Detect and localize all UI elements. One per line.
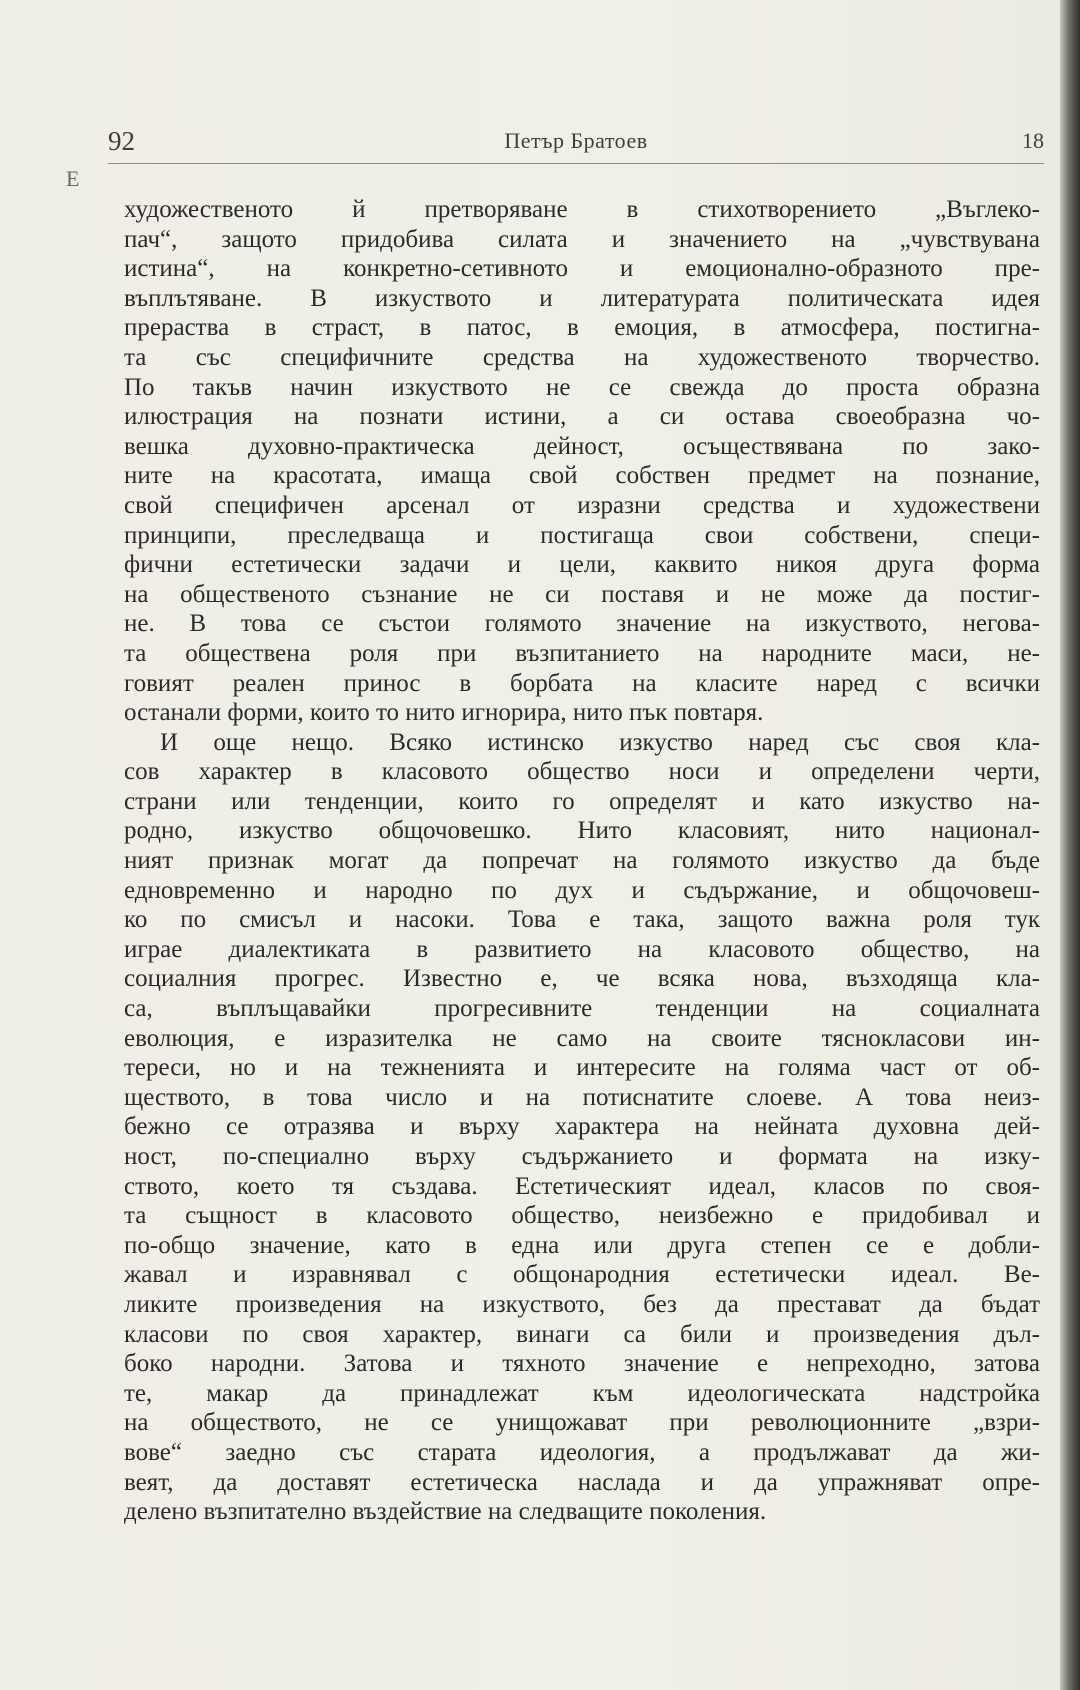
text-line: играе диалектиката в развитието на класовото общество, на <box>124 935 1040 963</box>
text-line: ството, което тя създава. Естетическият идеал, класов по своя- <box>124 1172 1040 1200</box>
text-line: ност, по-специално върху съдържанието и формата на изку- <box>124 1143 1040 1170</box>
text-line: говият реален принос в борбата на класите наред с всички <box>124 669 1040 697</box>
text-line: ществото, в това число и на потиснатите слоеве. А това неиз- <box>124 1083 1040 1111</box>
page-header <box>108 126 1044 162</box>
text-line: ко по смисъл и насоки. Това е така, защото важна роля тук <box>124 906 1040 934</box>
page-edge-shadow <box>1060 0 1080 1690</box>
text-line: И още нещо. Всяко истинско изкуство наред със своя кла- <box>160 728 1040 756</box>
text-line: фични естетически задачи и цели, каквито никоя друга форма <box>124 551 1040 579</box>
text-line: боко народни. Затова и тяхното значение е непреходно, затова <box>124 1350 1040 1378</box>
text-line: вешка духовно-практическа дейност, осъществявана по зако- <box>124 432 1040 460</box>
text-line: класови по своя характер, винаги са били и произведения дъл- <box>124 1320 1040 1348</box>
page-number: 92 <box>108 126 135 156</box>
text-line: еволюция, е изразителка не само на своите тяснокласови ин- <box>124 1024 1040 1052</box>
text-line: не. В това се състои голямото значение на изкуството, негова- <box>124 610 1040 638</box>
text-line: По такъв начин изкуството не се свежда до проста образна <box>124 373 1040 401</box>
text-line: останали форми, които то нито игнорира, нито пък повтаря. <box>124 699 764 727</box>
text-line: са, въплъщавайки прогресивните тенденции на социалната <box>124 995 1040 1023</box>
margin-mark: E <box>66 166 80 191</box>
text-line: едновременно и народно по дух и съдържание, и общочовеш- <box>124 876 1040 904</box>
text-line: илюстрация на познати истини, а си остава своеобразна чо- <box>124 403 1040 431</box>
text-line: ните на красотата, имаща свой собствен предмет на познание, <box>124 462 1040 490</box>
text-line: жавал и изравнявал с общонародния естетически идеал. Ве- <box>124 1261 1040 1289</box>
text-line: тереси, но и на тежненията и интересите на голяма част от об- <box>124 1054 1040 1082</box>
text-line: въплътяване. В изкуството и литературата политическата идея <box>124 284 1040 312</box>
text-line: художественото й претворяване в стихотворението „Въглеко- <box>124 196 1040 223</box>
text-line: страни или тенденции, които го определят и като изкуство на- <box>124 787 1040 815</box>
text-line: вове“ заедно със старата идеология, а продължават да жи- <box>124 1438 1040 1466</box>
text-line: на общественото съзнание не си поставя и не може да постиг- <box>124 580 1040 608</box>
text-line: сов характер в класовото общество носи и определени черти, <box>124 758 1040 786</box>
text-line: по-общо значение, като в една или друга степен се е добли- <box>124 1231 1040 1259</box>
body-text <box>124 195 1040 1527</box>
text-line: на обществото, не се унищожават при революционните „взри- <box>124 1409 1040 1437</box>
text-line: веят, да доставят естетическа наслада и да упражняват опре- <box>124 1468 1040 1496</box>
text-line: та същност в класовото общество, неизбежно е придобивал и <box>124 1202 1040 1230</box>
text-line: социалния прогрес. Известно е, че всяка нова, възходяща кла- <box>124 965 1040 993</box>
text-line: прераства в страст, в патос, в емоция, в атмосфера, постигна- <box>124 314 1040 342</box>
text-line: ликите произведения на изкуството, без да престават да бъдат <box>124 1290 1040 1318</box>
text-line: принципи, преследваща и постигаща свои собствени, специ- <box>124 521 1040 549</box>
text-line: те, макар да принадлежат към идеологическата надстройка <box>124 1379 1040 1407</box>
text-line: делено възпитателно въздействие на следващите поколения. <box>124 1498 767 1526</box>
text-line: та със специфичните средства на художественото творчество. <box>124 343 1040 371</box>
paragraph <box>124 195 1040 728</box>
corner-mark: 18 <box>1022 128 1044 153</box>
text-line: свой специфичен арсенал от изразни средства и художествени <box>124 491 1040 519</box>
text-line: бежно се отразява и върху характера на нейната духовна дей- <box>124 1113 1040 1141</box>
text-line: та обществена роля при възпитанието на народните маси, не- <box>124 639 1040 667</box>
running-title: Петър Братоев <box>504 128 648 153</box>
header-rule <box>108 163 1044 164</box>
text-line: пач“, защото придобива силата и значението на „чувствувана <box>124 225 1040 253</box>
text-line: ният признак могат да попречат на голямото изкуство да бъде <box>124 847 1040 875</box>
paragraph <box>124 728 1040 1527</box>
text-line: истина“, на конкретно-сетивното и емоционално-образното пре- <box>124 255 1040 283</box>
text-line: родно, изкуство общочовешко. Нито класовият, нито национал- <box>124 817 1040 845</box>
